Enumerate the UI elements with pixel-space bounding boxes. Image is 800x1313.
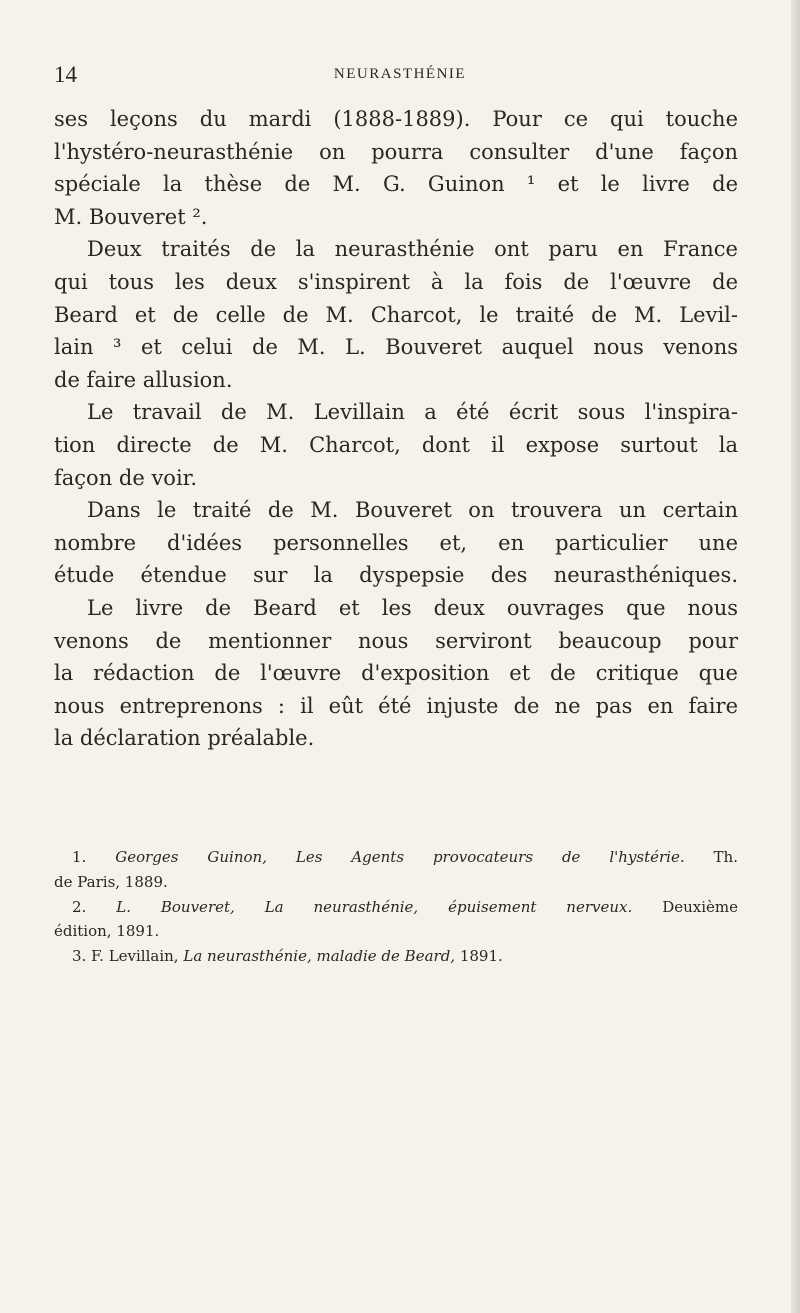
text-line: l'hystéro-neurasthénie on pourra consulter d'une façon	[54, 139, 738, 164]
text-line: la déclaration préalable.	[54, 726, 315, 751]
text-line: M. Bouveret ².	[54, 204, 208, 229]
text-line: lain ³ et celui de M. L. Bouveret auquel nous venons	[54, 335, 738, 360]
footnote-author: L. Bouveret,	[116, 897, 235, 916]
text-line: Beard et de celle de M. Charcot, le traité de M. Levil-	[54, 302, 738, 327]
footnote-title: Les Agents provocateurs de l'hystérie.	[295, 848, 685, 866]
text-line: Le livre de Beard et les deux ouvrages que nous	[87, 595, 738, 620]
footnote-author: Georges Guinon,	[115, 848, 267, 866]
text-line: la rédaction de l'œuvre d'exposition et de critique que	[54, 661, 738, 686]
footnote-number: 1.	[72, 848, 87, 866]
footnote-number: 2.	[72, 897, 87, 916]
text-line: étude étendue sur la dyspepsie des neurasthéniques.	[54, 563, 738, 588]
footnote-1	[54, 845, 738, 870]
text-line: façon de voir.	[54, 465, 198, 490]
footnote-2	[54, 895, 738, 920]
text-line: Dans le traité de M. Bouveret on trouvera un certain	[87, 498, 738, 523]
page-edge-shadow	[791, 0, 800, 1313]
text-line: Le travail de M. Levillain a été écrit sous l'inspira-	[87, 400, 738, 425]
text-line: ses leçons du mardi (1888-1889). Pour ce qui touche	[54, 107, 738, 131]
text-line: nous entreprenons : il eût été injuste de ne pas en faire	[54, 693, 738, 718]
text-line: qui tous les deux s'inspirent à la fois de l'œuvre de	[54, 269, 738, 294]
text-line: tion directe de M. Charcot, dont il expose surtout la	[54, 432, 738, 457]
footnote-1-continued: de Paris, 1889.	[54, 872, 168, 891]
body-text	[54, 103, 738, 755]
footnotes	[54, 845, 738, 969]
running-title: NEURASTHÉNIE	[333, 66, 467, 82]
footnote-title: La neurasthénie, épuisement nerveux.	[264, 897, 633, 916]
footnote-publication: Deuxième	[662, 897, 738, 916]
footnote-number: 3.	[72, 947, 87, 966]
text-line: de faire allusion.	[54, 367, 233, 392]
text-line: nombre d'idées personnelles et, en particulier une	[54, 530, 738, 555]
footnote-publication: Th.	[713, 848, 738, 866]
footnote-2-continued: édition, 1891.	[54, 922, 160, 941]
page-number: 14	[54, 62, 77, 87]
text-line: Deux traités de la neurasthénie ont paru en France	[87, 237, 738, 262]
footnote-3	[54, 944, 738, 969]
footnote-publication: 1891.	[459, 947, 503, 966]
footnote-title: La neurasthénie, maladie de Beard,	[183, 947, 456, 966]
text-line: spéciale la thèse de M. G. Guinon ¹ et le livre de	[54, 172, 738, 197]
footnote-author: F. Levillain,	[91, 947, 179, 966]
text-line: venons de mentionner nous serviront beaucoup pour	[54, 628, 738, 653]
